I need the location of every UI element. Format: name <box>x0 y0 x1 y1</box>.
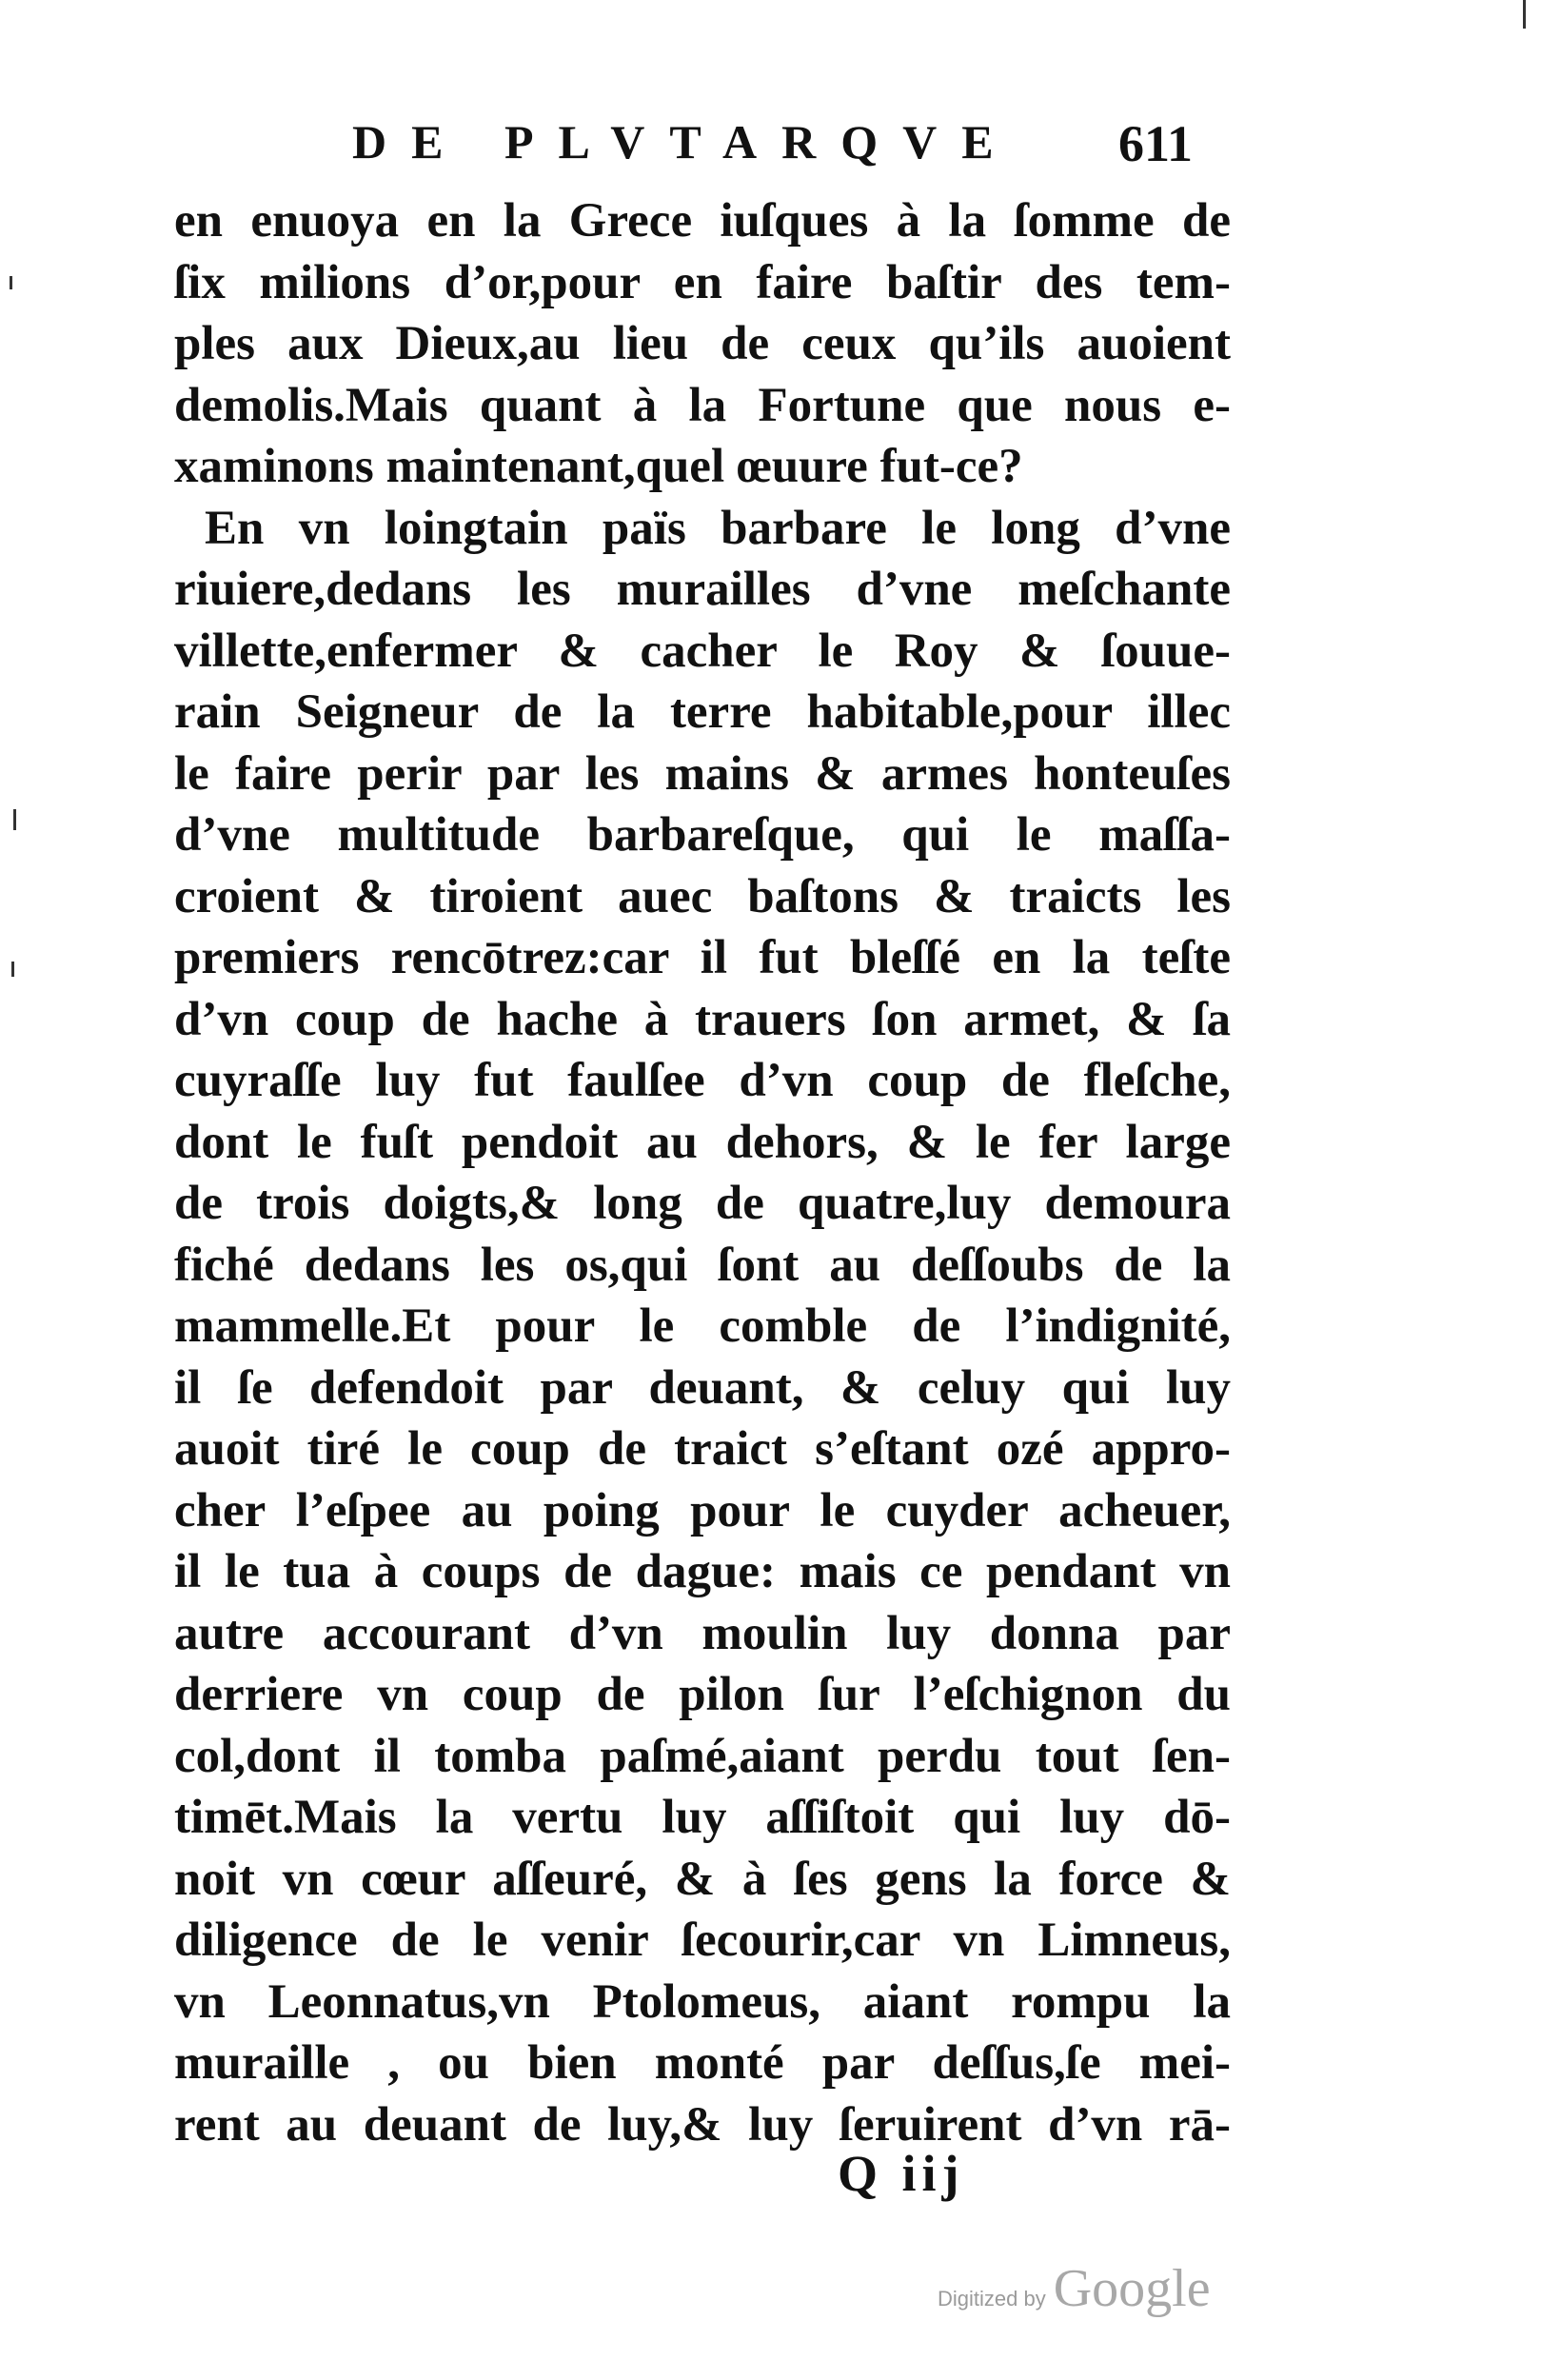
watermark-brand: Google <box>1053 2259 1211 2318</box>
text-line: villette,enfermer & cacher le Roy & ſouue- <box>174 624 1231 678</box>
text-line: il le tua à coups de dague: mais ce pendant vn <box>174 1545 1231 1598</box>
margin-speck <box>11 962 14 977</box>
text-line: rain Seigneur de la terre habitable,pour illec <box>174 685 1231 739</box>
text-line: derriere vn coup de pilon ſur l’eſchignon du <box>174 1668 1231 1721</box>
margin-speck <box>1523 0 1526 29</box>
text-line: ples aux Dieux,au lieu de ceux qu’ils auoient <box>174 317 1231 370</box>
text-line: diligence de le venir ſecourir,car vn Limneus, <box>174 1914 1231 1967</box>
text-line: autre accourant d’vn moulin luy donna par <box>174 1606 1231 1660</box>
text-line: de trois doigts,& long de quatre,luy demoura <box>174 1177 1231 1230</box>
watermark-prefix: Digitized by <box>938 2287 1046 2311</box>
text-line: demolis.Mais quant à la Fortune que nous e- <box>174 378 1231 432</box>
text-line: fiché dedans les os,qui ſont au deſſoubs de la <box>174 1238 1231 1292</box>
text-line: dont le fuſt pendoit au dehors, & le fer large <box>174 1115 1231 1169</box>
digitized-watermark <box>938 2258 1211 2319</box>
text-line: muraille , ou bien monté par deſſus,ſe mei- <box>174 2036 1231 2090</box>
signature-mark: Q iij <box>838 2145 965 2202</box>
text-line: d’vne multitude barbareſque, qui le maſſa- <box>174 808 1231 862</box>
text-line: le faire perir par les mains & armes honteuſes <box>174 746 1231 801</box>
text-line: mammelle.Et pour le comble de l’indignité, <box>174 1299 1231 1353</box>
text-line: croient & tiroient auec baſtons & traicts les <box>174 869 1231 923</box>
text-line: en enuoya en la Grece iuſques à la ſomme de <box>174 194 1231 248</box>
text-line: En vn loingtain païs barbare le long d’vne <box>205 501 1231 555</box>
text-line: cher l’eſpee au poing pour le cuyder acheuer, <box>174 1483 1231 1537</box>
page-number: 611 <box>1118 115 1194 172</box>
text-line: vn Leonnatus,vn Ptolomeus, aiant rompu la <box>174 1974 1231 2029</box>
text-line: ſix milions d’or,pour en faire baſtir des tem- <box>174 255 1231 309</box>
text-line: auoit tiré le coup de traict s’eſtant ozé appro- <box>174 1422 1231 1476</box>
text-line: noit vn cœur aſſeuré, & à ſes gens la force & <box>174 1852 1231 1906</box>
text-line: riuiere,dedans les murailles d’vne meſchante <box>174 563 1231 616</box>
margin-speck <box>10 276 12 289</box>
text-line: il ſe defendoit par deuant, & celuy qui luy <box>174 1360 1231 1415</box>
body-text <box>174 190 1231 2155</box>
margin-speck <box>13 809 16 830</box>
text-line: d’vn coup de hache à trauers ſon armet, & ſa <box>174 992 1231 1046</box>
running-title: DE PLVTARQVE <box>352 115 1018 169</box>
text-line: timēt.Mais la vertu luy aſſiſtoit qui luy dō- <box>174 1791 1231 1844</box>
text-line: cuyraſſe luy fut faulſee d’vn coup de fleſche, <box>174 1054 1231 1107</box>
text-line: col,dont il tomba paſmé,aiant perdu tout ſen- <box>174 1729 1231 1783</box>
text-line: rent au deuant de luy,& luy ſeruirent d’vn rā- <box>174 2097 1231 2152</box>
text-line: xaminons maintenant,quel œuure fut-ce? <box>174 440 1023 493</box>
text-line: premiers rencōtrez:car il fut bleſſé en la teſte <box>174 931 1231 984</box>
